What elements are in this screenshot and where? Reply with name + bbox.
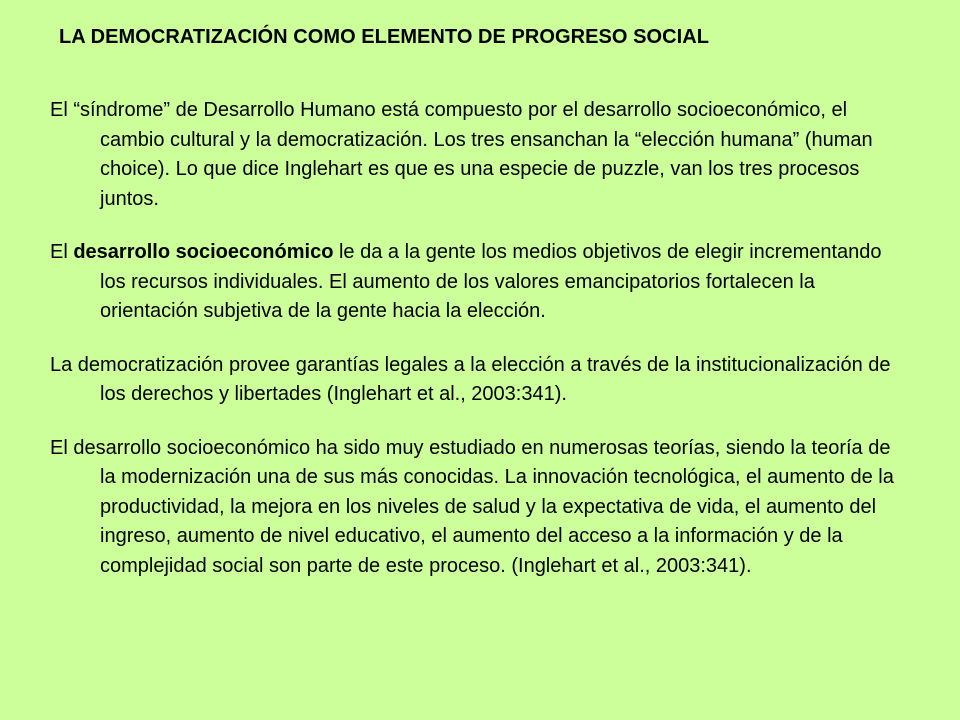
bold-term-desarrollo-socioeconomico: desarrollo socioeconómico bbox=[73, 241, 334, 263]
paragraph-teoria-modernizacion: El desarrollo socioeconómico ha sido muy estudiado en numerosas teorías, siendo la teoría de la modernización una de sus más conocidas. La innovación tecnológica, el aumento de la productividad, la mejora en los niveles de salud y la expectativa de vida, el aumento del ingreso, aumento de nivel educativo, el aumento del acceso a la información y de la complejidad social son parte de este proceso. (Inglehart et al., 2003:341). bbox=[50, 436, 894, 577]
paragraph-sindrome-desarrollo-humano: El “síndrome” de Desarrollo Humano está compuesto por el desarrollo socioeconómico, el cambio cultural y la democratización. Los tres ensanchan la “elección humana” (human choice). Lo que dice Inglehart es que es una especie de puzzle, van los tres procesos juntos. bbox=[50, 99, 873, 210]
paragraph-desarrollo-socioeconomico bbox=[50, 238, 910, 327]
slide-body bbox=[50, 96, 910, 605]
slide-title: LA DEMOCRATIZACIÓN COMO ELEMENTO DE PROGRESO SOCIAL bbox=[59, 26, 709, 48]
paragraph-democratizacion: La democratización provee garantías legales a la elección a través de la institucionalización de los derechos y libertades (Inglehart et al., 2003:341). bbox=[50, 353, 891, 405]
paragraph-lead-text: El bbox=[50, 241, 74, 263]
paragraph-continuation-text: le da a la gente los medios objetivos de elegir incrementando los recursos individuales. El aumento de los valores emancipatorios fortalecen la orientación subjetiva de la gente hacia la elección. bbox=[100, 241, 882, 322]
